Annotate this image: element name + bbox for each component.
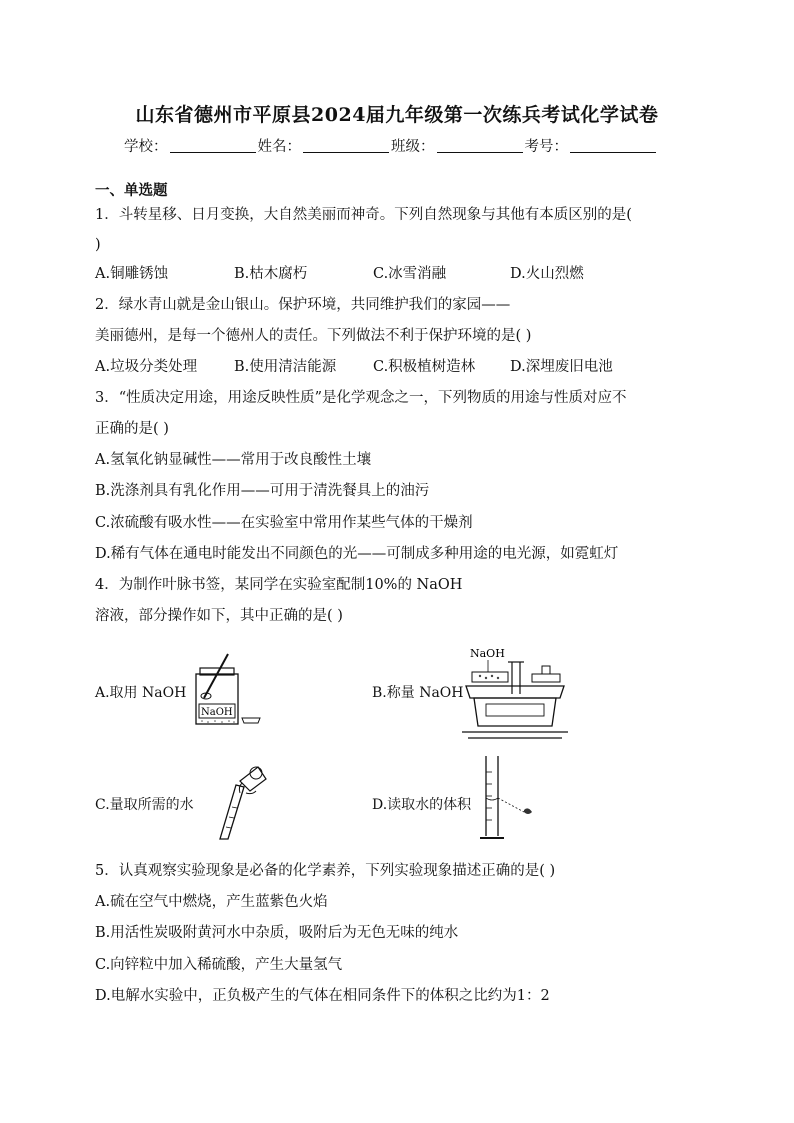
name-blank (303, 138, 389, 153)
q3-option-b: B.洗涤剂具有乳化作用——可用于清洗餐具上的油污 (95, 483, 430, 499)
q1-stem-line1: 1．斗转星移、日月变换，大自然美丽而神奇。下列自然现象与其他有本质区别的是( (95, 207, 632, 223)
q4-option-c: C.量取所需的水 (95, 797, 194, 813)
pouring-water-figure (200, 757, 270, 842)
q3-option-a: A.氢氧化钠显碱性——常用于改良酸性土壤 (95, 452, 372, 468)
q2-option-a: A.垃圾分类处理 (95, 359, 198, 375)
reagent-bottle-figure (192, 650, 264, 730)
q5-option-d: D.电解水实验中，正负极产生的气体在相同条件下的体积之比约为1：2 (95, 988, 550, 1004)
q2-stem-line1: 2．绿水青山就是金山银山。保护环境，共同维护我们的家园—— (95, 297, 511, 313)
student-info-row (124, 135, 658, 156)
q1-stem-line2: ) (95, 237, 101, 253)
q4-option-b: B.称量 NaOH (372, 685, 464, 701)
section-heading: 一、单选题 (95, 182, 168, 199)
balance-label: NaOH (470, 647, 505, 660)
q4-option-a: A.取用 NaOH (95, 685, 187, 701)
number-blank (570, 138, 656, 153)
reading-cylinder-figure (478, 752, 548, 847)
page-title: 山东省德州市平原县2024届九年级第一次练兵考试化学试卷 (135, 104, 659, 126)
number-label: 考号： (524, 139, 568, 155)
q5-option-b: B.用活性炭吸附黄河水中杂质，吸附后为无色无味的纯水 (95, 925, 459, 941)
q5-option-a: A.硫在空气中燃烧，产生蓝紫色火焰 (95, 894, 328, 910)
class-label: 班级： (391, 139, 435, 155)
q1-option-a: A.铜雕锈蚀 (95, 266, 169, 282)
class-blank (437, 138, 523, 153)
q3-stem-line2: 正确的是( ) (95, 421, 169, 437)
q5-stem: 5．认真观察实验现象是必备的化学素养，下列实验现象描述正确的是( ) (95, 863, 556, 879)
q4-stem-line1: 4．为制作叶脉书签，某同学在实验室配制10%的 NaOH (95, 577, 463, 593)
name-label: 姓名： (257, 139, 301, 155)
balance-figure (460, 642, 570, 742)
q4-option-d: D.读取水的体积 (372, 797, 472, 813)
q2-option-b: B.使用清洁能源 (234, 359, 337, 375)
q4-stem-line2: 溶液，部分操作如下，其中正确的是( ) (95, 608, 343, 624)
q3-stem-line1: 3．“性质决定用途，用途反映性质”是化学观念之一，下列物质的用途与性质对应不 (95, 390, 627, 406)
q3-option-c: C.浓硫酸有吸水性——在实验室中常用作某些气体的干燥剂 (95, 515, 473, 531)
q1-option-d: D.火山烈燃 (510, 266, 584, 282)
q2-option-c: C.积极植树造林 (373, 359, 476, 375)
q3-option-d: D.稀有气体在通电时能发出不同颜色的光——可制成多种用途的电光源，如霓虹灯 (95, 546, 619, 562)
bottle-label: NaOH (201, 707, 233, 718)
q1-option-c: C.冰雪消融 (373, 266, 447, 282)
q2-stem-line2: 美丽德州，是每一个德州人的责任。下列做法不利于保护环境的是( ) (95, 328, 532, 344)
school-label: 学校： (124, 139, 168, 155)
q1-option-b: B.枯木腐朽 (234, 266, 308, 282)
q5-option-c: C.向锌粒中加入稀硫酸，产生大量氢气 (95, 957, 343, 973)
q2-option-d: D.深埋废旧电池 (510, 359, 613, 375)
school-blank (170, 138, 256, 153)
